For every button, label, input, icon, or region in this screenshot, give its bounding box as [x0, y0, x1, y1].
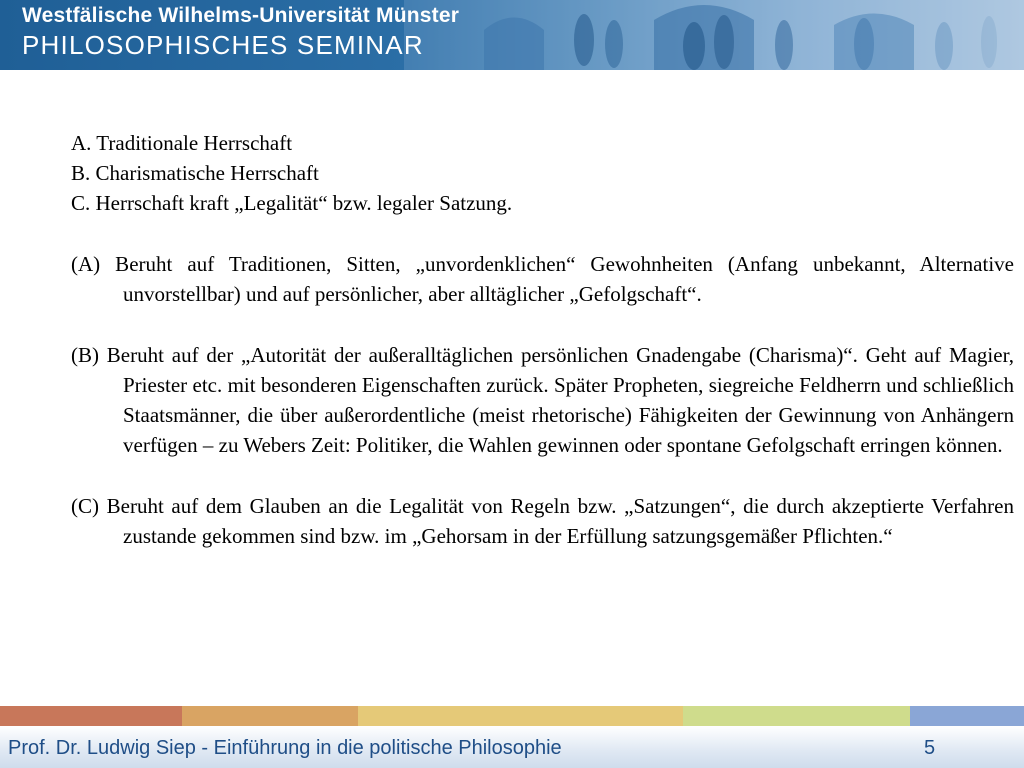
paragraph-a: (A) Beruht auf Traditionen, Sitten, „unvordenklichen“ Gewohnheiten (Anfang unbekannt, Alternative unvorstellbar) und auf persönlicher, aber alltäglicher „Gefolgschaft“.: [71, 252, 1014, 306]
list-item-c: C. Herrschaft kraft „Legalität“ bzw. legaler Satzung.: [71, 191, 513, 215]
bar-segment-5: [910, 706, 1024, 726]
header-banner: [0, 0, 1024, 70]
slide-content: [71, 128, 1014, 551]
list-item-b: B. Charismatische Herrschaft: [71, 161, 319, 185]
footer: [0, 726, 1024, 768]
list-item-a: A. Traditionale Herrschaft: [71, 131, 293, 155]
color-bar: [0, 706, 1024, 726]
paragraph-c: (C) Beruht auf dem Glauben an die Legalität von Regeln bzw. „Satzungen“, die durch akzeptierte Verfahren zustande gekommen sind bzw. im „Gehorsam in der Erfüllung satzungsgemäßer Pflichten.“: [71, 494, 1014, 548]
bar-segment-4: [683, 706, 910, 726]
page-number: 5: [924, 737, 936, 759]
fresco-artwork: [404, 0, 1024, 70]
bar-segment-2: [182, 706, 358, 726]
paragraph-b: (B) Beruht auf der „Autorität der außeralltäglichen persönlichen Gnadengabe (Charisma)“. Geht auf Magier, Priester etc. mit besonderen Eigenschaften zurück. Später Propheten, siegreiche Feldherrn und schließlich Staatsmänner, die über außerordentliche (meist rhetorische) Fähigkeiten der Gewinnung von Anhängern verfügen – zu Webers Zeit: Politiker, die Wahlen gewinnen oder spontane Gefolgschaft erringen können.: [71, 343, 1014, 457]
university-name: Westfälische Wilhelms-Universität Münster: [22, 4, 460, 27]
footer-text: Prof. Dr. Ludwig Siep - Einführung in die politische Philosophie: [8, 737, 562, 759]
bar-segment-1: [0, 706, 182, 726]
bar-segment-3: [358, 706, 683, 726]
seminar-name: PHILOSOPHISCHES SEMINAR: [22, 30, 424, 60]
